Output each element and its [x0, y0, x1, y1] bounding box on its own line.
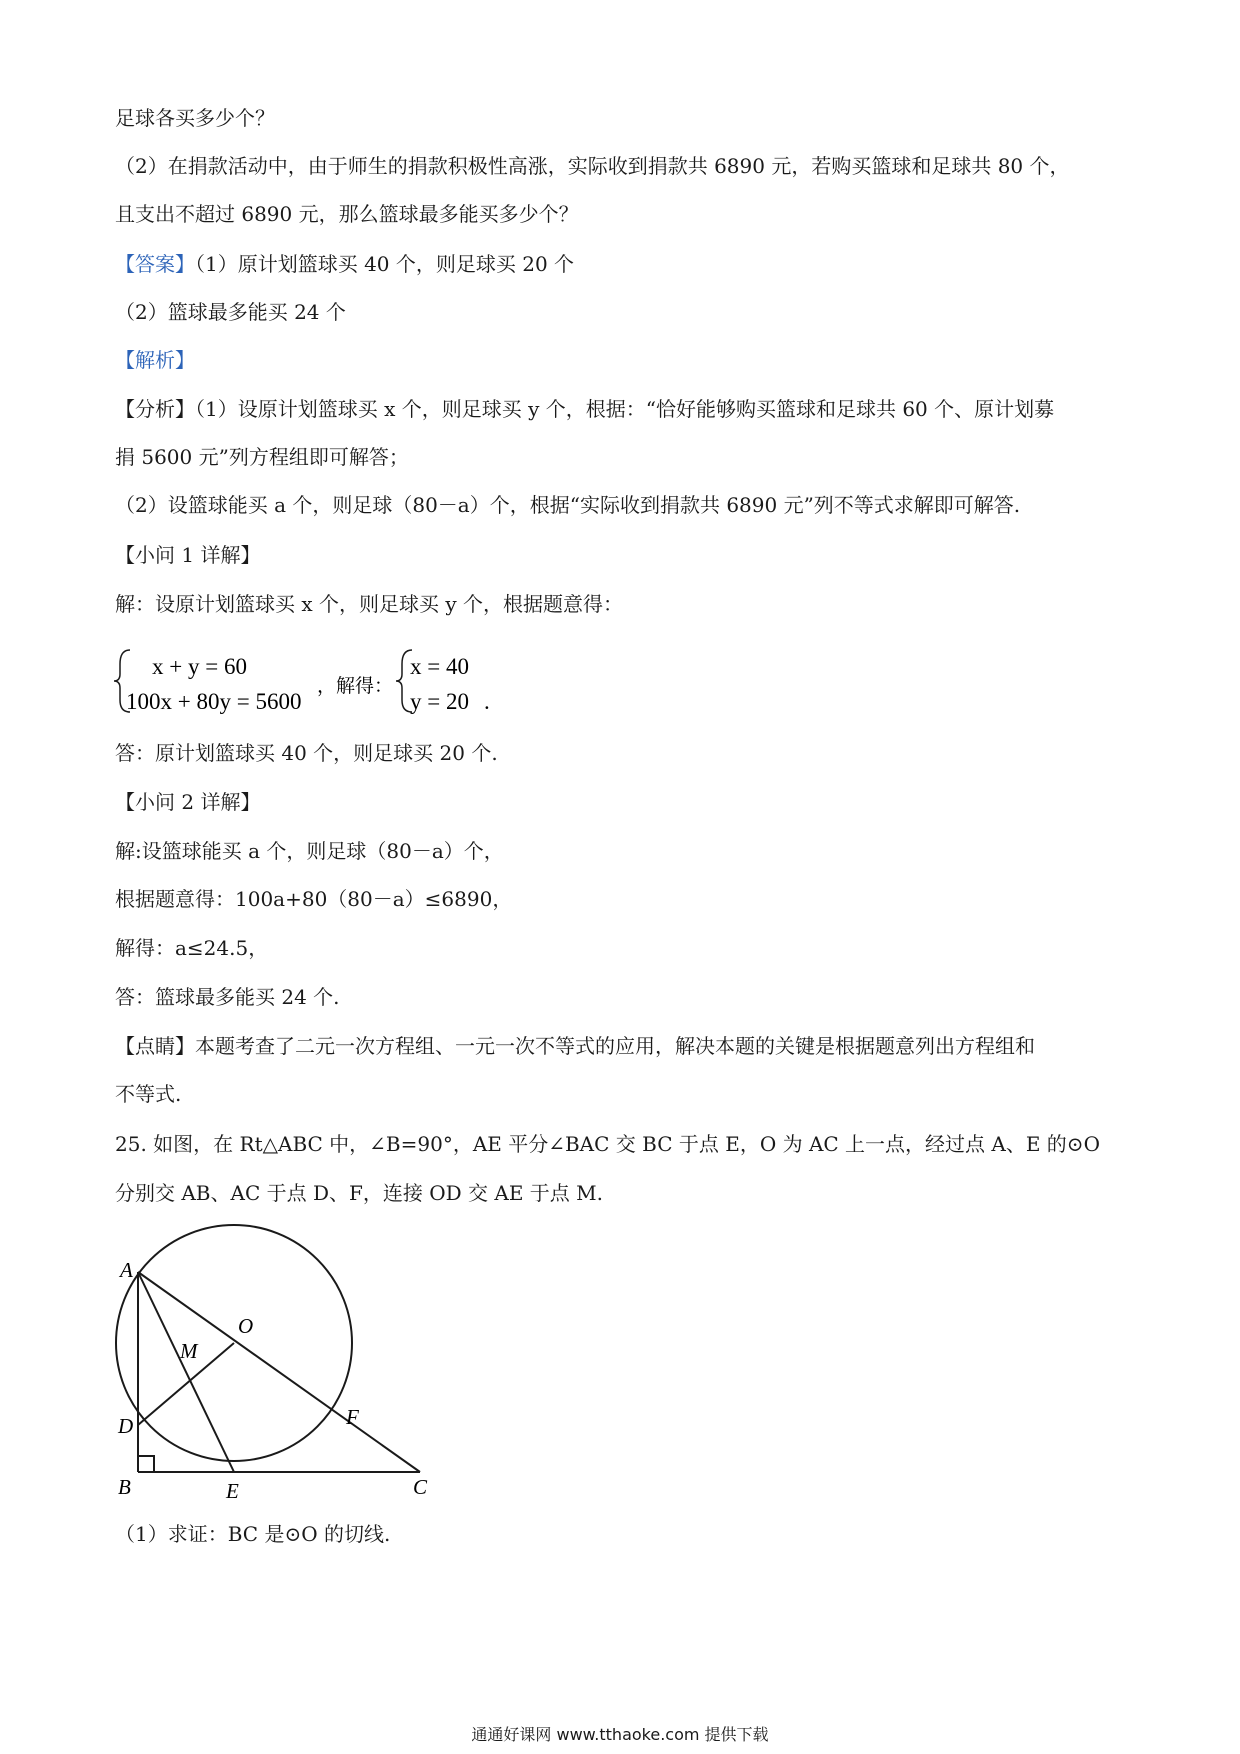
label-c: C: [413, 1475, 428, 1499]
label-m: M: [180, 1339, 198, 1363]
solution-1: x = 40: [410, 654, 469, 679]
analysis-text-1: （1）设原计划篮球买 x 个，则足球买 y 个，根据：“恰好能够购买篮球和足球共 60 个、原计划募: [195, 397, 1055, 421]
answer-text-1: （1）原计划篮球买 40 个，则足球买 20 个: [195, 252, 575, 276]
subquestion-1-line-1: 解：设原计划篮球买 x 个，则足球买 y 个，根据题意得：: [115, 592, 624, 616]
answer-tag: 【答案】: [115, 252, 195, 276]
segment-ac: [138, 1272, 420, 1472]
page-footer: 通通好课网 www.tthaoke.com 提供下载: [471, 1725, 769, 1744]
segment-ae: [138, 1272, 234, 1472]
analysis-heading: 【解析】: [115, 348, 195, 372]
label-o: O: [238, 1314, 254, 1338]
answer-line-2: （2）篮球最多能买 24 个: [115, 300, 346, 324]
analysis-tag: 【分析】: [115, 397, 195, 421]
solve-connector: ，解得：: [317, 676, 394, 697]
equation-1: x + y = 60: [152, 654, 247, 679]
analysis-line-2: 捐 5600 元”列方程组即可解答；: [115, 445, 409, 469]
text-line-3: 且支出不超过 6890 元，那么篮球最多能买多少个？: [115, 202, 579, 226]
subquestion-1-answer: 答：原计划篮球买 40 个，则足球买 20 个.: [115, 741, 498, 765]
problem-25-question-1: （1）求证：BC 是⊙O 的切线.: [115, 1522, 391, 1546]
right-angle-mark: [138, 1456, 154, 1472]
subquestion-2-line-2: 根据题意得：100a+80（80－a）≤6890，: [115, 887, 513, 911]
label-f: F: [346, 1405, 359, 1429]
solution-2: y = 20: [410, 689, 469, 714]
equation-2: 100x + 80y = 5600: [126, 689, 302, 714]
label-e: E: [226, 1479, 239, 1503]
subquestion-1-title: 【小问 1 详解】: [115, 543, 261, 567]
subquestion-2-line-3: 解得：a≤24.5，: [115, 936, 269, 960]
analysis-line-1: [115, 395, 1054, 423]
label-a: A: [120, 1258, 133, 1282]
subquestion-2-line-1: 解:设篮球能买 a 个，则足球（80－a）个，: [115, 839, 504, 863]
label-d: D: [118, 1414, 134, 1438]
text-line-2: （2）在捐款活动中，由于师生的捐款积极性高涨，实际收到捐款共 6890 元，若购买篮球和足球共 80 个，: [115, 154, 1070, 178]
answer-line-1: [115, 250, 574, 278]
label-b: B: [118, 1475, 131, 1499]
dianjing-line-2: 不等式.: [115, 1082, 182, 1106]
analysis-line-3: （2）设篮球能买 a 个，则足球（80－a）个，根据“实际收到捐款共 6890 元”列不等式求解即可解答.: [115, 493, 1021, 517]
problem-25-line-1: 25. 如图，在 Rt△ABC 中，∠B=90°，AE 平分∠BAC 交 BC 于点 E，O 为 AC 上一点，经过点 A、E 的⊙O: [115, 1132, 1100, 1156]
solution-end: .: [484, 689, 490, 714]
subquestion-2-line-4: 答：篮球最多能买 24 个.: [115, 985, 340, 1009]
dianjing-line-1: 【点睛】本题考查了二元一次方程组、一元一次不等式的应用，解决本题的关键是根据题意列出方程组和: [115, 1034, 1035, 1058]
subquestion-2-title: 【小问 2 详解】: [115, 790, 261, 814]
geometry-figure: [100, 1215, 450, 1505]
problem-25-line-2: 分别交 AB、AC 于点 D、F，连接 OD 交 AE 于点 M.: [115, 1181, 603, 1205]
text-line-1: 足球各买多少个？: [115, 106, 275, 130]
equation-system: [112, 646, 512, 716]
